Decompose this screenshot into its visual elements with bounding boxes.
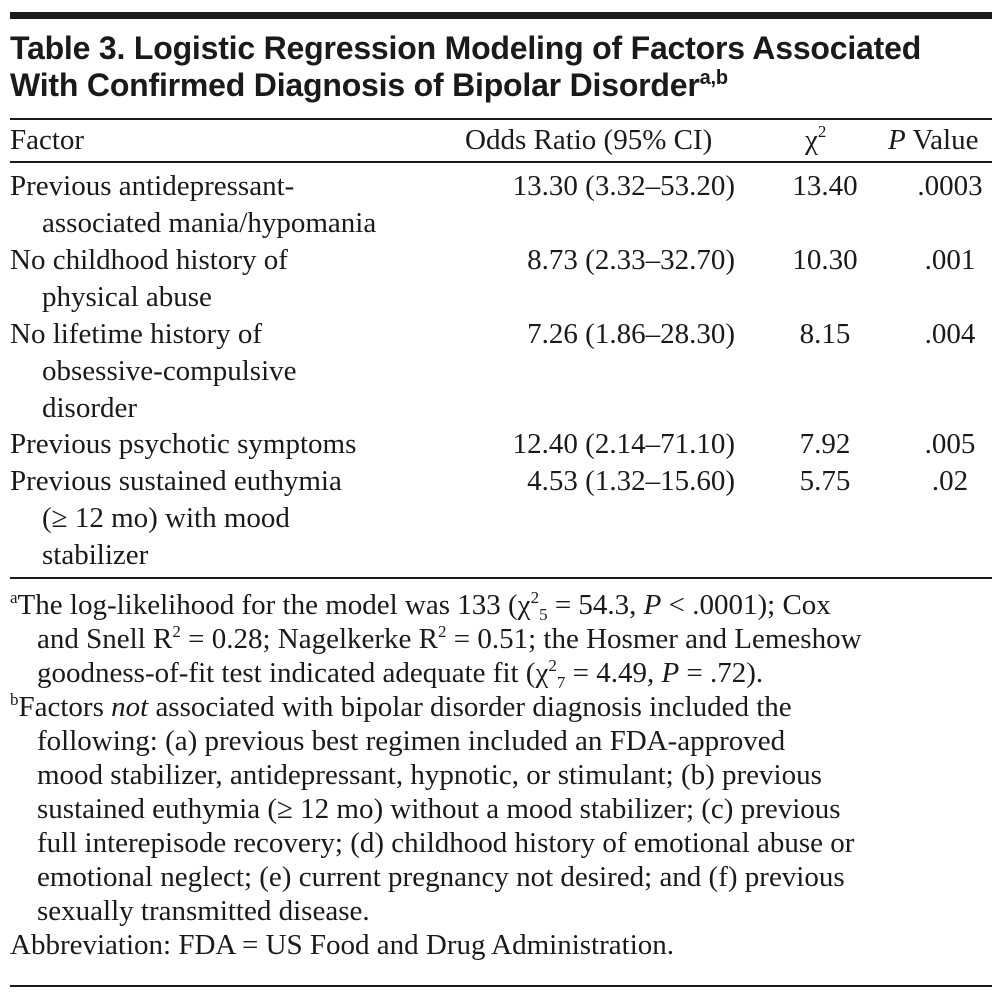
factor-line-3: stabilizer — [42, 539, 149, 571]
superscript: 2 — [548, 656, 557, 675]
table-title — [10, 30, 992, 104]
factor-cell — [10, 168, 430, 242]
factor-cell — [10, 463, 430, 574]
chi-square-cell: 7.92 — [799, 428, 851, 460]
abbreviation-text: Abbreviation: FDA = US Food and Drug Administration. — [10, 929, 675, 961]
factor-cell — [10, 426, 430, 463]
footnote-a-text: < .0001); Cox — [661, 589, 831, 621]
superscript: 2 — [438, 622, 447, 641]
footnote-a-line-2 — [10, 622, 992, 656]
factor-line-2: associated mania/hypomania — [42, 207, 377, 239]
factor-line-1: No lifetime history of — [10, 318, 263, 350]
factor-line-2: physical abuse — [42, 281, 212, 313]
footnote-a-text: The log-likelihood for the model was 133 (χ — [17, 589, 531, 621]
factor-line-3: disorder — [42, 392, 138, 424]
footnote-b-line-3: mood stabilizer, antidepressant, hypnotic, or stimulant; (b) previous — [37, 759, 822, 791]
italic-not: not — [111, 691, 149, 723]
header-p-value — [888, 122, 978, 158]
odds-ratio-cell: 13.30 (3.32–53.20) — [512, 170, 735, 202]
odds-ratio-cell: 4.53 (1.32–15.60) — [527, 465, 735, 497]
factor-line-1: Previous sustained euthymia — [10, 465, 342, 497]
p-value-cell: .004 — [924, 318, 976, 350]
header-chi-sup: 2 — [817, 122, 827, 141]
header-p-rest: Value — [905, 124, 979, 156]
p-value-cell: .001 — [924, 244, 976, 276]
body-bottom-rule — [10, 577, 992, 579]
footnote-a-line-3 — [10, 656, 992, 690]
footnote-b-line-4: sustained euthymia (≥ 12 mo) without a mood stabilizer; (c) previous — [37, 793, 841, 825]
superscript: 2 — [172, 622, 181, 641]
header-p-italic: P — [888, 124, 906, 156]
footnote-b-text: associated with bipolar disorder diagnosis included the — [148, 691, 792, 723]
odds-ratio-cell: 12.40 (2.14–71.10) — [512, 428, 735, 460]
title-superscript: a,b — [699, 67, 728, 89]
header-chi-square — [805, 122, 826, 158]
footnote-b-line-6: emotional neglect; (e) current pregnancy not desired; and (f) previous — [37, 861, 845, 893]
footnote-b-line-2: following: (a) previous best regimen included an FDA-approved — [37, 725, 786, 757]
header-factor: Factor — [10, 124, 85, 156]
odds-ratio-cell: 7.26 (1.86–28.30) — [527, 318, 735, 350]
subscript: 5 — [539, 605, 548, 624]
footnote-a-text: = .72). — [679, 657, 764, 689]
footnote-a-text: goodness-of-fit test indicated adequate fit (χ — [37, 657, 549, 689]
chi-square-cell: 10.30 — [792, 244, 858, 276]
subscript: 7 — [556, 673, 566, 692]
chi-square-cell: 5.75 — [799, 465, 851, 497]
superscript: 2 — [530, 588, 540, 607]
footnote-a-text: and Snell R — [37, 623, 173, 655]
factor-line-2: obsessive-compulsive — [42, 355, 297, 387]
title-line-1: Table 3. Logistic Regression Modeling of Factors Associated — [10, 30, 922, 66]
p-value-cell: .005 — [924, 428, 976, 460]
footnote-a-marker: a — [10, 588, 18, 607]
factor-line-1: Previous antidepressant- — [10, 170, 295, 202]
italic-p: P — [661, 657, 680, 689]
table-bottom-rule — [10, 985, 992, 987]
header-top-rule — [10, 118, 992, 120]
abbreviation-note — [10, 928, 992, 962]
footnote-a-text: = 4.49, — [565, 657, 662, 689]
footnote-b-marker: b — [10, 690, 19, 709]
factor-cell — [10, 242, 430, 316]
chi-square-cell: 8.15 — [799, 318, 851, 350]
factor-cell — [10, 316, 430, 427]
footnote-a-text: = 0.51; the Hosmer and Lemeshow — [446, 623, 862, 655]
p-value-cell: .02 — [931, 465, 969, 497]
footnote-a — [10, 588, 992, 690]
footnote-a-line-1 — [10, 588, 992, 622]
footnote-b-line-1 — [10, 690, 992, 724]
factor-line-1: Previous psychotic symptoms — [10, 428, 357, 460]
factor-line-2: (≥ 12 mo) with mood — [42, 502, 290, 534]
footnote-b — [10, 690, 992, 928]
footnotes — [10, 588, 992, 962]
header-bottom-rule — [10, 161, 992, 163]
header-odds-ratio: Odds Ratio (95% CI) — [465, 124, 713, 156]
footnote-b-line-5: full interepisode recovery; (d) childhood history of emotional abuse or — [37, 827, 855, 859]
odds-ratio-cell: 8.73 (2.33–32.70) — [527, 244, 735, 276]
footnote-b-text: Factors — [18, 691, 112, 723]
header-chi-symbol: χ — [805, 124, 818, 156]
footnote-a-text: = 0.28; Nagelkerke R — [180, 623, 438, 655]
factor-line-1: No childhood history of — [10, 244, 288, 276]
top-rule — [10, 12, 992, 19]
p-value-cell: .0003 — [917, 170, 983, 202]
title-line-2 — [10, 67, 992, 104]
chi-square-cell: 13.40 — [792, 170, 858, 202]
italic-p: P — [643, 589, 662, 621]
footnote-a-text: = 54.3, — [547, 589, 644, 621]
title-line-2-text: With Confirmed Diagnosis of Bipolar Disorder — [10, 67, 700, 103]
footnote-b-line-7: sexually transmitted disease. — [37, 895, 370, 927]
